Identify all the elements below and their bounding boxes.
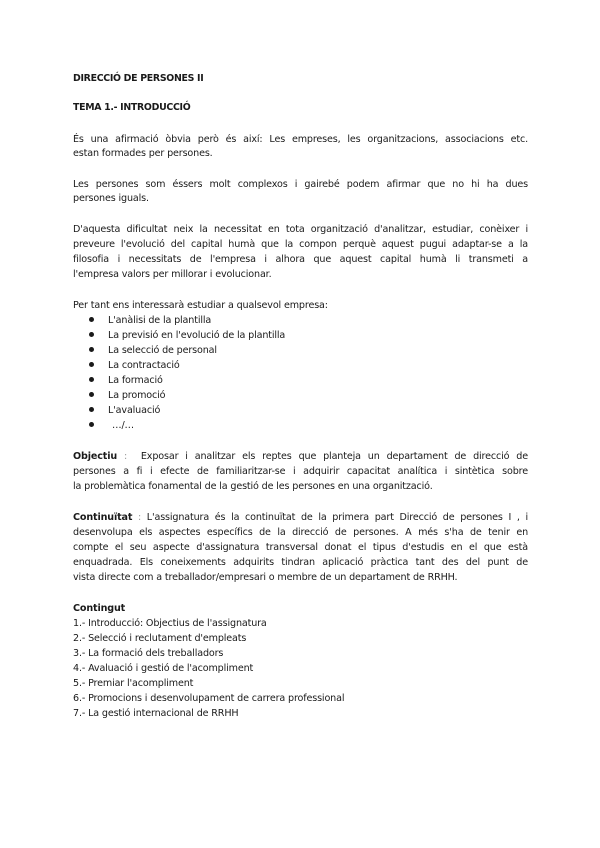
objective-line-3: la problemàtica fonamental de la gestió de les persones en una organització. [73, 481, 433, 492]
study-list-item: La formació [89, 374, 163, 388]
contents-heading: Contingut [73, 603, 126, 614]
bullet-icon [89, 347, 94, 352]
study-list-item: La selecció de personal [89, 344, 217, 358]
continuity-line-4: enquadrada. Els coneixements adquirits tindran aplicació pràctica tant des del punt de [73, 557, 528, 568]
bullet-icon [89, 422, 94, 427]
intro-line-1: És una afirmació òbvia però és així: Les empreses, les organitzacions, associacions etc. [73, 134, 528, 145]
contents-item: 2.- Selecció i reclutament d'empleats [73, 633, 247, 644]
study-intro: Per tant ens interessarà estudiar a qualsevol empresa: [73, 300, 328, 311]
continuity-label: Continuïtat [73, 512, 133, 523]
difficulty-line-3: filosofia i necessitats de l'empresa i alhora que aquest capital humà li transmeti a [73, 254, 528, 265]
people-line-1: Les persones som éssers molt complexos i gairebé podem afirmar que no hi ha dues [73, 179, 528, 190]
document-subtitle: TEMA 1.- INTRODUCCIÓ [73, 102, 191, 113]
study-list-item: La previsió en l'evolució de la plantilla [89, 329, 285, 343]
contents-item: 6.- Promocions i desenvolupament de carrera professional [73, 693, 345, 704]
study-list-item: La contractació [89, 359, 180, 373]
bullet-icon [89, 362, 94, 367]
objective-line-1: Objectiu : Exposar i analitzar els reptes que planteja un departament de direcció de [73, 451, 528, 462]
continuity-line-2: desenvolupa els aspectes específics de la direcció de persones. A més s'ha de tenir en [73, 527, 528, 538]
bullet-icon [89, 317, 94, 322]
contents-item: 7.- La gestió internacional de RRHH [73, 708, 239, 719]
people-line-2: persones iguals. [73, 193, 149, 204]
study-list-item: L'anàlisi de la plantilla [89, 314, 211, 328]
contents-item: 4.- Avaluació i gestió de l'acompliment [73, 663, 254, 674]
document-title: DIRECCIÓ DE PERSONES II [73, 73, 204, 84]
intro-line-2: estan formades per persones. [73, 148, 213, 159]
study-list-item: La promoció [89, 389, 165, 403]
contents-item: 5.- Premiar l'acompliment [73, 678, 194, 689]
bullet-icon [89, 392, 94, 397]
bullet-icon [89, 332, 94, 337]
contents-item: 3.- La formació dels treballadors [73, 648, 224, 659]
difficulty-line-4: l'empresa valors per millorar i evolucionar. [73, 269, 272, 280]
continuity-line-5: vista directe com a treballador/empresari o membre de un departament de RRHH. [73, 572, 458, 583]
objective-line-2: persones a fi i efecte de familiaritzar-se i adquirir capacitat analítica i sintètica sobre [73, 466, 528, 477]
difficulty-line-2: preveure l'evolució del capital humà que la compon perquè aquest pugui adaptar-se a la [73, 239, 528, 250]
study-list-item: …/… [89, 419, 134, 433]
continuity-line-1: Continuïtat : L'assignatura és la continuïtat de la primera part Direcció de persones I , i [73, 512, 528, 523]
study-list-item: L'avaluació [89, 404, 160, 418]
continuity-line-3: compte el seu aspecte d'assignatura transversal donat el tipus d'estudis en el que està [73, 542, 528, 553]
difficulty-line-1: D'aquesta dificultat neix la necessitat en tota organització d'analitzar, estudiar, conèixer i [73, 224, 528, 235]
bullet-icon [89, 377, 94, 382]
contents-item: 1.- Introducció: Objectius de l'assignatura [73, 618, 267, 629]
objective-label: Objectiu [73, 451, 118, 462]
bullet-icon [89, 407, 94, 412]
